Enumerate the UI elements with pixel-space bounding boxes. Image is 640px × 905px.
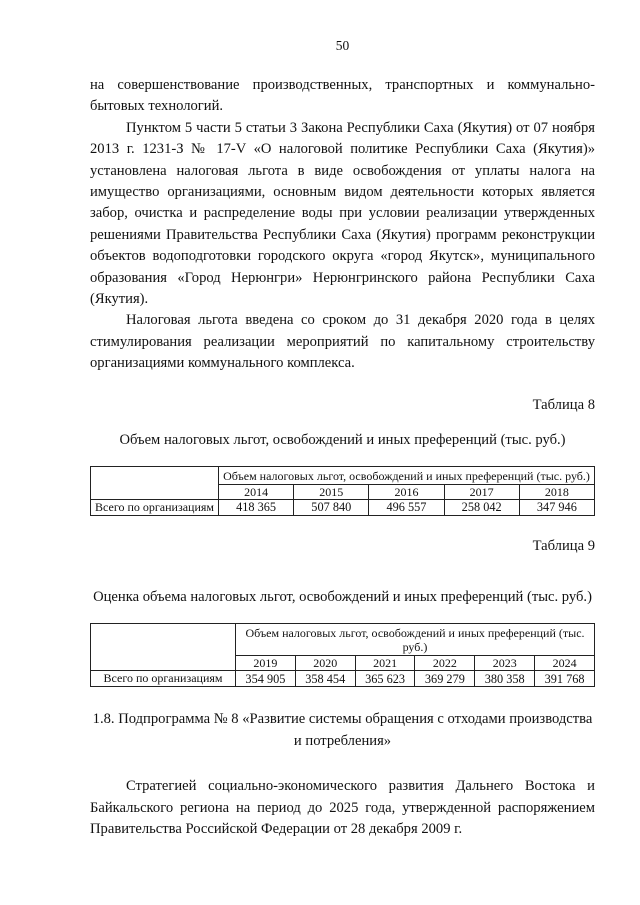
table-9-value: 365 623 <box>355 670 415 687</box>
table-8-year: 2014 <box>219 484 294 499</box>
table-9-year: 2024 <box>535 655 595 670</box>
table-9-year: 2020 <box>295 655 355 670</box>
paragraph-final: Стратегией социально-экономического развития Дальнего Востока и Байкальского региона на период до 2025 года, утвержденной распоряжением Правительства Российской Федерации от 28 декабря 2009 г. <box>90 778 595 837</box>
table-8-title: Объем налоговых льгот, освобождений и иных преференций (тыс. руб.) <box>119 432 566 449</box>
table-9-value: 380 358 <box>475 670 535 687</box>
table-9-data-row <box>91 670 595 687</box>
table-8 <box>90 466 595 517</box>
table-9-year: 2021 <box>355 655 415 670</box>
table-8-year: 2015 <box>294 484 369 499</box>
table-9-value: 369 279 <box>415 670 475 687</box>
table-9-label: Таблица 9 <box>532 538 595 554</box>
table-8-header: Объем налоговых льгот, освобождений и иных преференций (тыс. руб.) <box>219 466 595 484</box>
table-9-year: 2023 <box>475 655 535 670</box>
table-8-label: Таблица 8 <box>532 396 595 413</box>
paragraph-3: Налоговая льгота введена со сроком до 31 декабря 2020 года в целях стимулирования реализации мероприятий по капитальному строительству организациями коммунального комплекса. <box>90 312 595 372</box>
table-8-year: 2018 <box>519 484 594 499</box>
section-heading: 1.8. Подпрограмма № 8 «Развитие системы обращения с отходами производства и потребления» <box>92 711 593 749</box>
table-9-value: 354 905 <box>236 670 296 687</box>
table-9-header-row <box>91 623 595 655</box>
table-8-data-row <box>91 499 595 516</box>
table-9-header: Объем налоговых льгот, освобождений и иных преференций (тыс. руб.) <box>236 623 595 655</box>
table-8-corner-cell <box>91 466 219 499</box>
table-9-corner-cell <box>91 623 236 670</box>
table-8-year: 2016 <box>369 484 444 499</box>
table-8-value: 507 840 <box>294 499 369 516</box>
table-9-year: 2019 <box>236 655 296 670</box>
table-8-value: 496 557 <box>369 499 444 516</box>
paragraph-2: Пунктом 5 части 5 статьи 3 Закона Республики Саха (Якутия) от 07 ноября 2013 г. 1231-З № 17-V «О налоговой политике Республики Саха (Якутия)» установлена налоговая льгота в виде освобождения от уплаты налога на имущество организациями, основным видом деятельности которых является забор, очистка и распределение воды при условии реализации утвержденных решениями Правительства Республики Саха (Якутия) программ реконструкции объектов водоподготовки городского округа «город Якутск», муниципального образования «Город Нерюнгри» Нерюнгринского района Республики Саха (Якутия). <box>90 119 595 308</box>
table-8-value: 418 365 <box>219 499 294 516</box>
table-9-value: 391 768 <box>535 670 595 687</box>
table-8-row-label: Всего по организациям <box>91 499 219 516</box>
table-9-title: Оценка объема налоговых льгот, освобождений и иных преференций (тыс. руб.) <box>93 589 592 606</box>
paragraph-1: на совершенствование производственных, транспортных и коммунально-бытовых технологий. <box>90 77 595 115</box>
table-8-value: 347 946 <box>519 499 594 516</box>
table-8-year: 2017 <box>444 484 519 499</box>
table-8-header-row <box>91 466 595 484</box>
table-9 <box>90 623 595 688</box>
table-9-year: 2022 <box>415 655 475 670</box>
page-number: 50 <box>335 38 350 53</box>
table-9-value: 358 454 <box>295 670 355 687</box>
table-9-row-label: Всего по организациям <box>91 670 236 687</box>
table-8-value: 258 042 <box>444 499 519 516</box>
